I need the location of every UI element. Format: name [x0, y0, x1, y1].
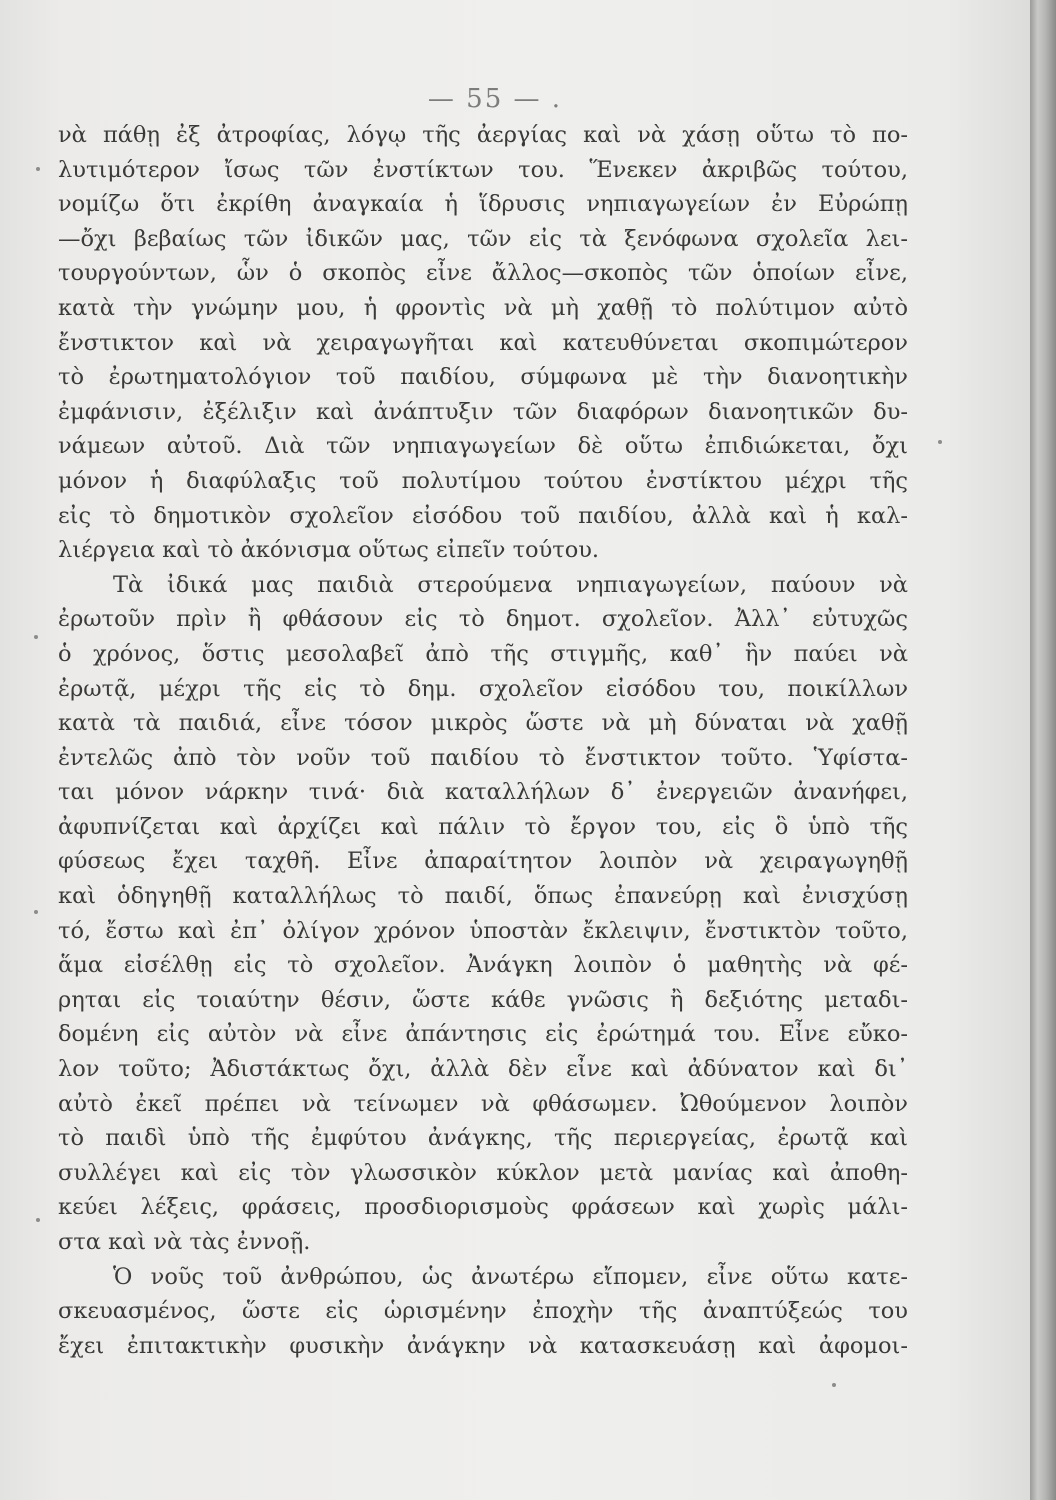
text-line: δομένη εἰς αὐτὸν νὰ εἶνε ἀπάντησις εἰς ἐρώτημά του. Εἶνε εὔκο- [58, 1021, 908, 1048]
text-line: Ὁ νοῦς τοῦ ἀνθρώπου, ὡς ἀνωτέρω εἴπομεν, εἶνε οὕτω κατε- [113, 1263, 908, 1290]
text-line: ἐρωτᾷ, μέχρι τῆς εἰς τὸ δημ. σχολεῖον εἰσόδου του, ποικίλλων [58, 675, 908, 702]
text-line: τὸ παιδὶ ὑπὸ τῆς ἐμφύτου ἀνάγκης, τῆς περιεργείας, ἐρωτᾷ καὶ [58, 1125, 908, 1152]
text-line: καὶ ὁδηγηθῇ καταλλήλως τὸ παιδί, ὅπως ἐπανεύρῃ καὶ ἐνισχύσῃ [58, 883, 908, 910]
text-line: τὸ ἐρωτηματολόγιον τοῦ παιδίου, σύμφωνα μὲ τὴν διανοητικὴν [58, 364, 908, 391]
text-line: Τὰ ἰδικά μας παιδιὰ στερούμενα νηπιαγωγείων, παύουν νὰ [113, 571, 908, 598]
text-line: φύσεως ἔχει ταχθῆ. Εἶνε ἀπαραίτητον λοιπὸν νὰ χειραγωγηθῇ [58, 848, 908, 875]
paragraph-3 [58, 1260, 908, 1364]
text-line: συλλέγει καὶ εἰς τὸν γλωσσικὸν κύκλον μετὰ μανίας καὶ ἀποθη- [58, 1159, 908, 1186]
text-line: ἀφυπνίζεται καὶ ἀρχίζει καὶ πάλιν τὸ ἔργον του, εἰς ὃ ὑπὸ τῆς [58, 813, 908, 840]
body-text [58, 118, 908, 1363]
text-line: μόνον ἡ διαφύλαξις τοῦ πολυτίμου τούτου ἐνστίκτου μέχρι τῆς [58, 467, 908, 494]
text-line: σκευασμένος, ὥστε εἰς ὡρισμένην ἐποχὴν τῆς ἀναπτύξεώς του [58, 1298, 908, 1325]
text-line: νὰ πάθῃ ἐξ ἀτροφίας, λόγῳ τῆς ἀεργίας καὶ νὰ χάσῃ οὕτω τὸ πο- [58, 122, 908, 148]
text-line: λον τοῦτο; Ἀδιστάκτως ὄχι, ἀλλὰ δὲν εἶνε καὶ ἀδύνατον καὶ δι᾽ [58, 1056, 908, 1083]
text-line: κατὰ τὴν γνώμην μου, ἡ φροντὶς νὰ μὴ χαθῇ τὸ πολύτιμον αὐτὸ [58, 294, 908, 321]
text-line: λυτιμότερον ἴσως τῶν ἐνστίκτων του. Ἕνεκεν ἀκριβῶς τούτου, [58, 156, 908, 183]
text-line: τό, ἔστω καὶ ἐπ᾽ ὀλίγον χρόνον ὑποστὰν ἔκλειψιν, ἔνστικτὸν τοῦτο, [58, 917, 908, 944]
text-line: —ὄχι βεβαίως τῶν ἰδικῶν μας, τῶν εἰς τὰ ξενόφωνα σχολεῖα λει- [58, 225, 908, 252]
paragraph-2 [58, 568, 908, 1260]
text-line: στα καὶ νὰ τὰς ἐννοῇ. [58, 1229, 311, 1255]
text-line: νάμεων αὐτοῦ. Διὰ τῶν νηπιαγωγείων δὲ οὕτω ἐπιδιώκεται, ὄχι [58, 433, 908, 460]
page-number: — 55 — . [427, 84, 563, 114]
text-line: νομίζω ὅτι ἐκρίθη ἀναγκαία ἡ ἵδρυσις νηπιαγωγείων ἐν Εὐρώπῃ [58, 191, 908, 218]
paper-speck [938, 440, 942, 444]
text-line: εἰς τὸ δημοτικὸν σχολεῖον εἰσόδου τοῦ παιδίου, ἀλλὰ καὶ ἡ καλ- [58, 502, 908, 529]
paper-speck [832, 1383, 836, 1387]
text-line: ἐρωτοῦν πρὶν ἢ φθάσουν εἰς τὸ δημοτ. σχολεῖον. Ἀλλ᾽ εὐτυχῶς [58, 606, 908, 633]
paper-speck [34, 910, 38, 914]
paper-speck [36, 1218, 40, 1222]
text-line: ὁ χρόνος, ὅστις μεσολαβεῖ ἀπὸ τῆς στιγμῆς, καθ᾽ ἣν παύει νὰ [58, 640, 908, 667]
text-line: ἅμα εἰσέλθῃ εἰς τὸ σχολεῖον. Ἀνάγκη λοιπὸν ὁ μαθητὴς νὰ φέ- [58, 952, 908, 979]
text-line: ἐμφάνισιν, ἐξέλιξιν καὶ ἀνάπτυξιν τῶν διαφόρων διανοητικῶν δυ- [58, 398, 908, 425]
text-line: αὐτὸ ἐκεῖ πρέπει νὰ τείνωμεν νὰ φθάσωμεν. Ὠθούμενον λοιπὸν [58, 1090, 908, 1117]
paper-speck [34, 635, 38, 639]
paper-speck [36, 167, 40, 171]
text-line: ἔνστικτον καὶ νὰ χειραγωγῆται καὶ κατευθύνεται σκοπιμώτερον [58, 329, 908, 356]
text-line: κεύει λέξεις, φράσεις, προσδιορισμοὺς φράσεων καὶ χωρὶς μάλι- [58, 1194, 908, 1221]
text-line: τουργούντων, ὧν ὁ σκοπὸς εἶνε ἄλλος—σκοπὸς τῶν ὁποίων εἶνε, [58, 260, 908, 287]
text-line: κατὰ τὰ παιδιά, εἶνε τόσον μικρὸς ὥστε νὰ μὴ δύναται νὰ χαθῇ [58, 710, 908, 737]
text-line: ἔχει ἐπιτακτικὴν φυσικὴν ἀνάγκην νὰ κατασκευάσῃ καὶ ἀφομοι- [58, 1332, 908, 1359]
book-binding-edge [1030, 0, 1056, 1500]
paragraph-1 [58, 118, 908, 568]
text-line: λιέργεια καὶ τὸ ἀκόνισμα οὕτως εἰπεῖν τούτου. [58, 537, 600, 564]
text-line: ται μόνον νάρκην τινά· διὰ καταλλήλων δ᾽ ἐνεργειῶν ἀνανήφει, [58, 779, 908, 806]
text-line: ρηται εἰς τοιαύτην θέσιν, ὥστε κάθε γνῶσις ἢ δεξιότης μεταδι- [58, 986, 908, 1013]
text-line: ἐντελῶς ἀπὸ τὸν νοῦν τοῦ παιδίου τὸ ἔνστικτον τοῦτο. Ὑφίστα- [58, 744, 908, 771]
